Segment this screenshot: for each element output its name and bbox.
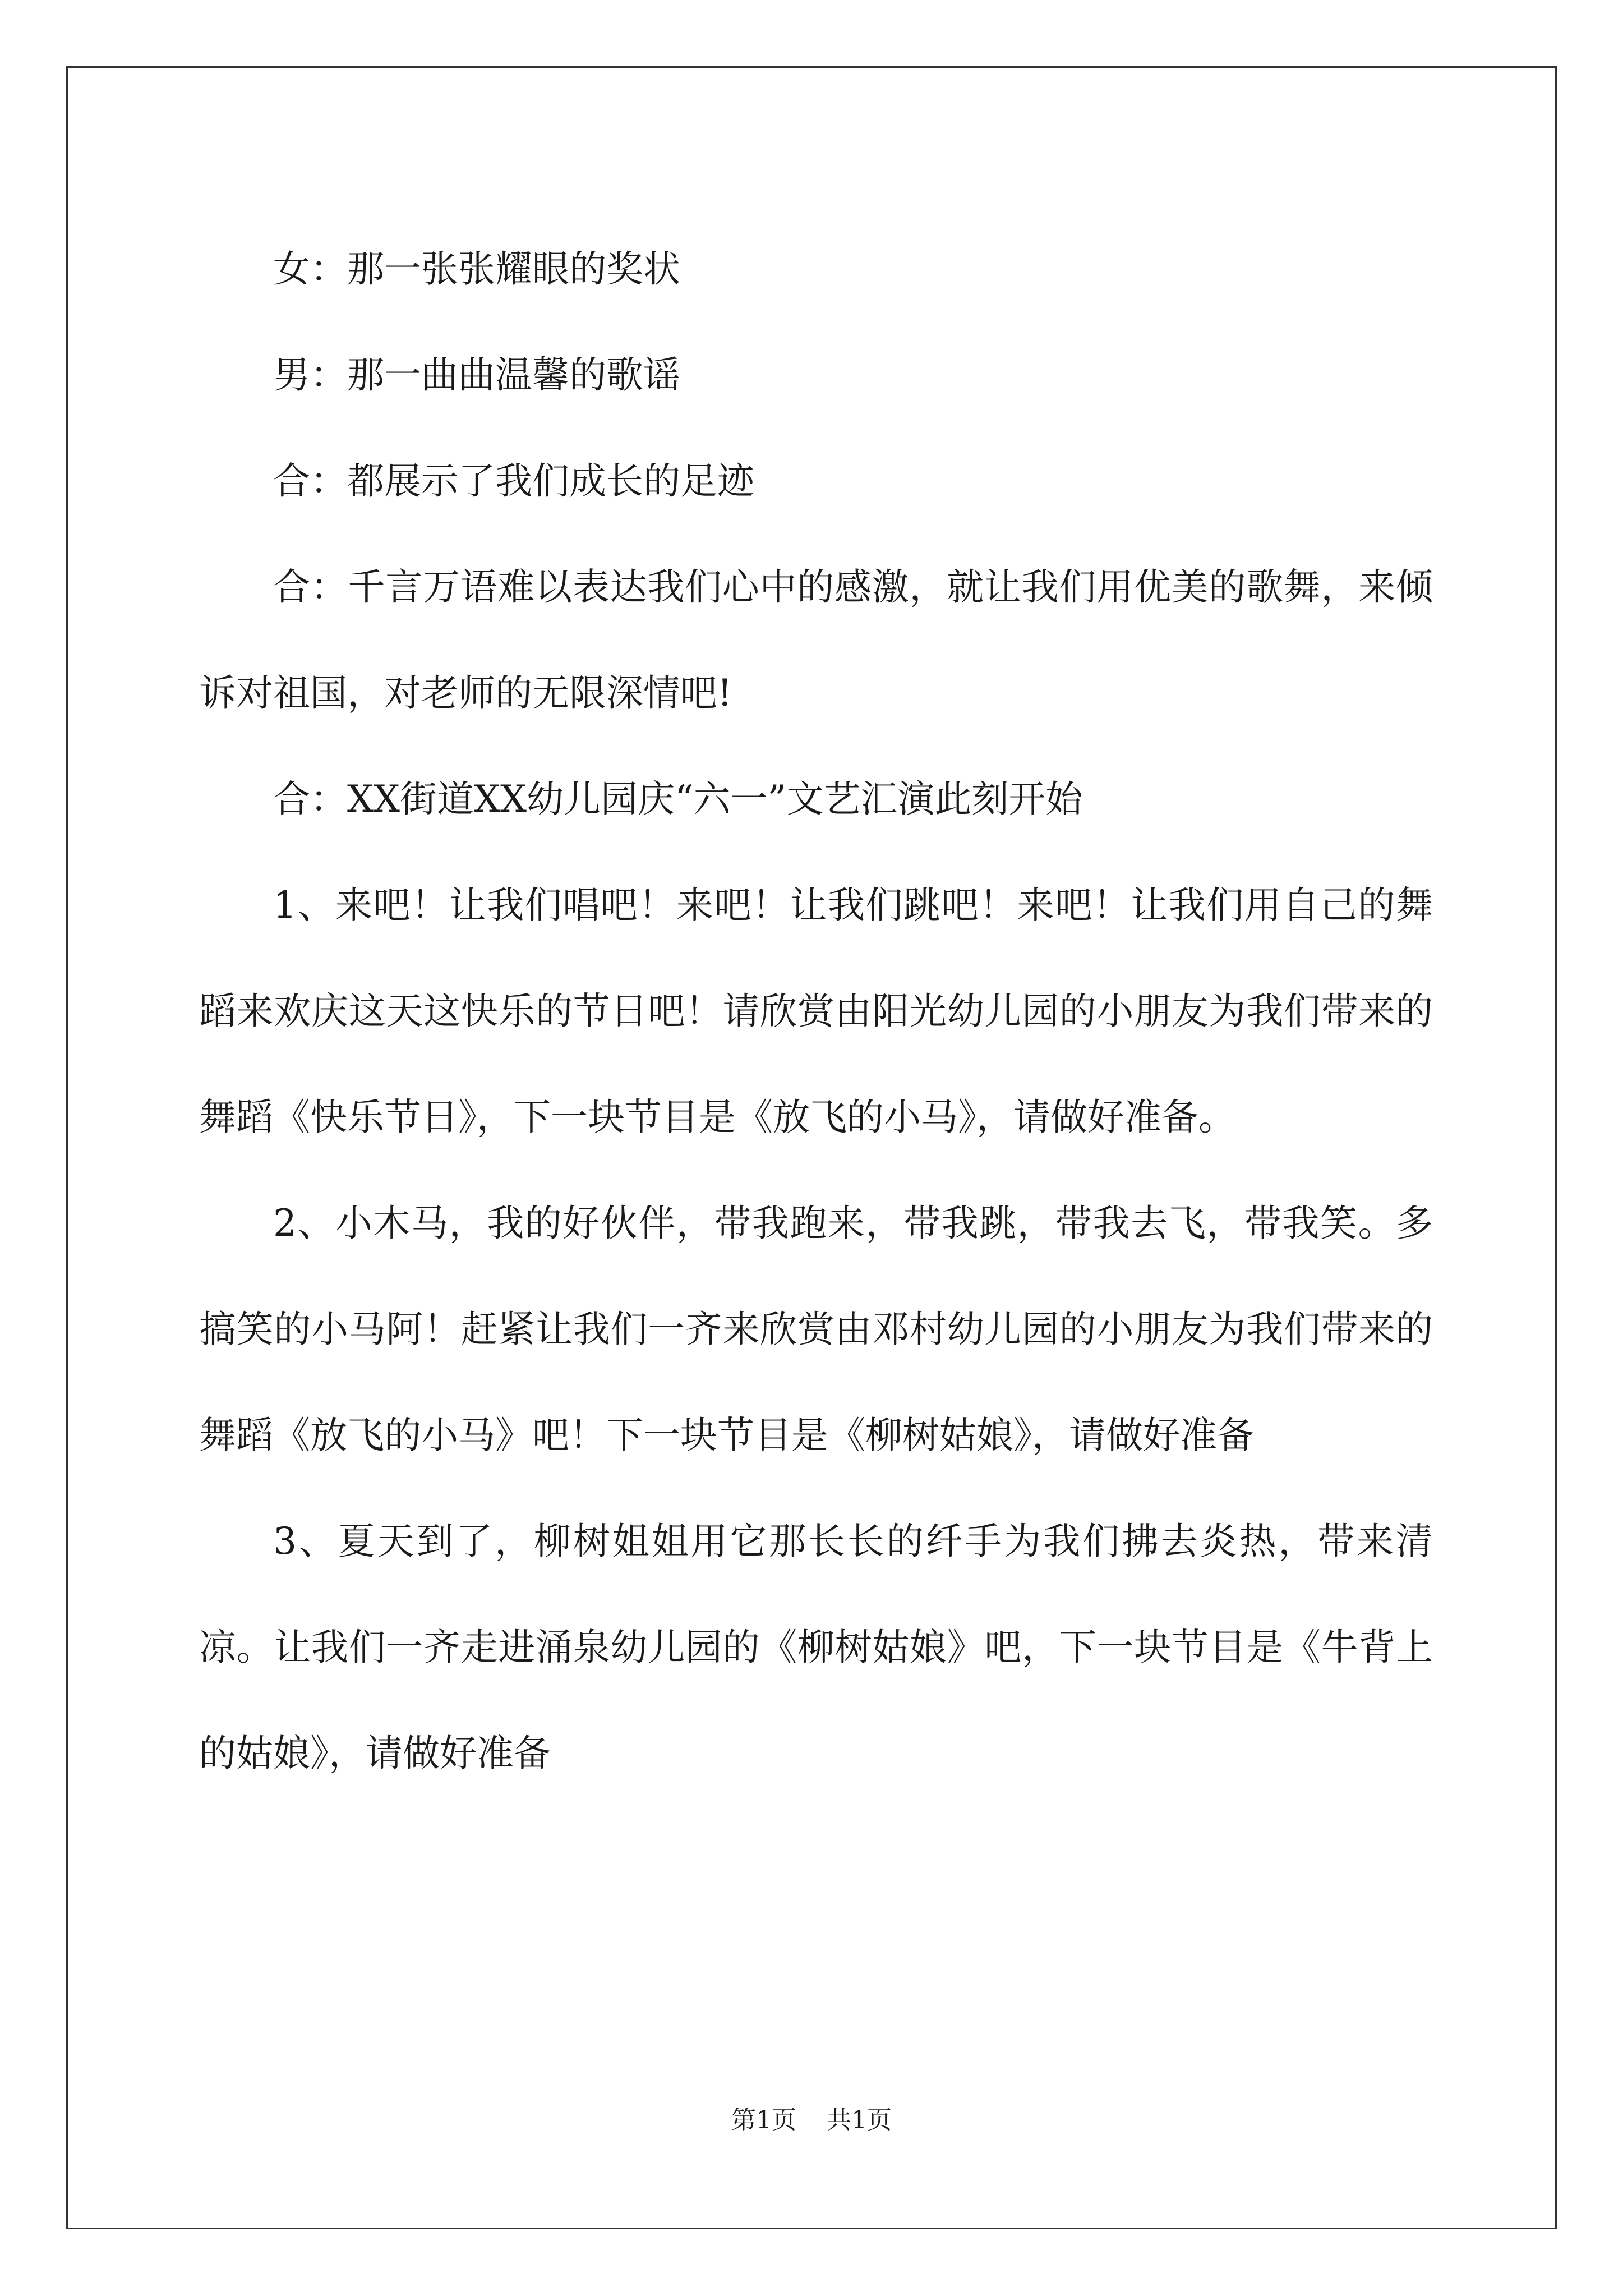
paragraph: 男：那一曲曲温馨的歌谣	[273, 353, 680, 397]
paragraph: 合：千言万语难以表达我们心中的感激，就让我们用优美的歌舞，来倾诉对祖国，对老师的无限深情吧!	[199, 565, 1433, 715]
paragraph: 合：XX街道XX幼儿园庆“六一”文艺汇演此刻开始	[273, 777, 1083, 821]
paragraph: 女：那一张张耀眼的奖状	[273, 247, 680, 291]
page-number: 第1页	[731, 2106, 796, 2134]
paragraph: 3、夏天到了，柳树姐姐用它那长长的纤手为我们拂去炎热，带来清凉。让我们一齐走进涌泉幼儿园的《柳树姑娘》吧，下一块节目是《牛背上的姑娘》，请做好准备	[199, 1520, 1433, 1775]
document-body	[199, 216, 1433, 1806]
paragraph: 1、来吧！让我们唱吧！来吧！让我们跳吧！来吧！让我们用自己的舞蹈来欢庆这天这快乐的节日吧！请欣赏由阳光幼儿园的小朋友为我们带来的舞蹈《快乐节日》，下一块节目是《放飞的小马》，请做好准备。	[199, 884, 1433, 1139]
paragraph: 合：都展示了我们成长的足迹	[273, 459, 754, 503]
page-total: 共1页	[827, 2106, 892, 2134]
paragraph: 2、小木马，我的好伙伴，带我跑来，带我跳，带我去飞，带我笑。多搞笑的小马阿！赶紧让我们一齐来欣赏由邓村幼儿园的小朋友为我们带来的舞蹈《放飞的小马》吧！下一块节目是《柳树姑娘》，请做好准备	[199, 1202, 1433, 1457]
page-footer	[0, 2104, 1623, 2137]
